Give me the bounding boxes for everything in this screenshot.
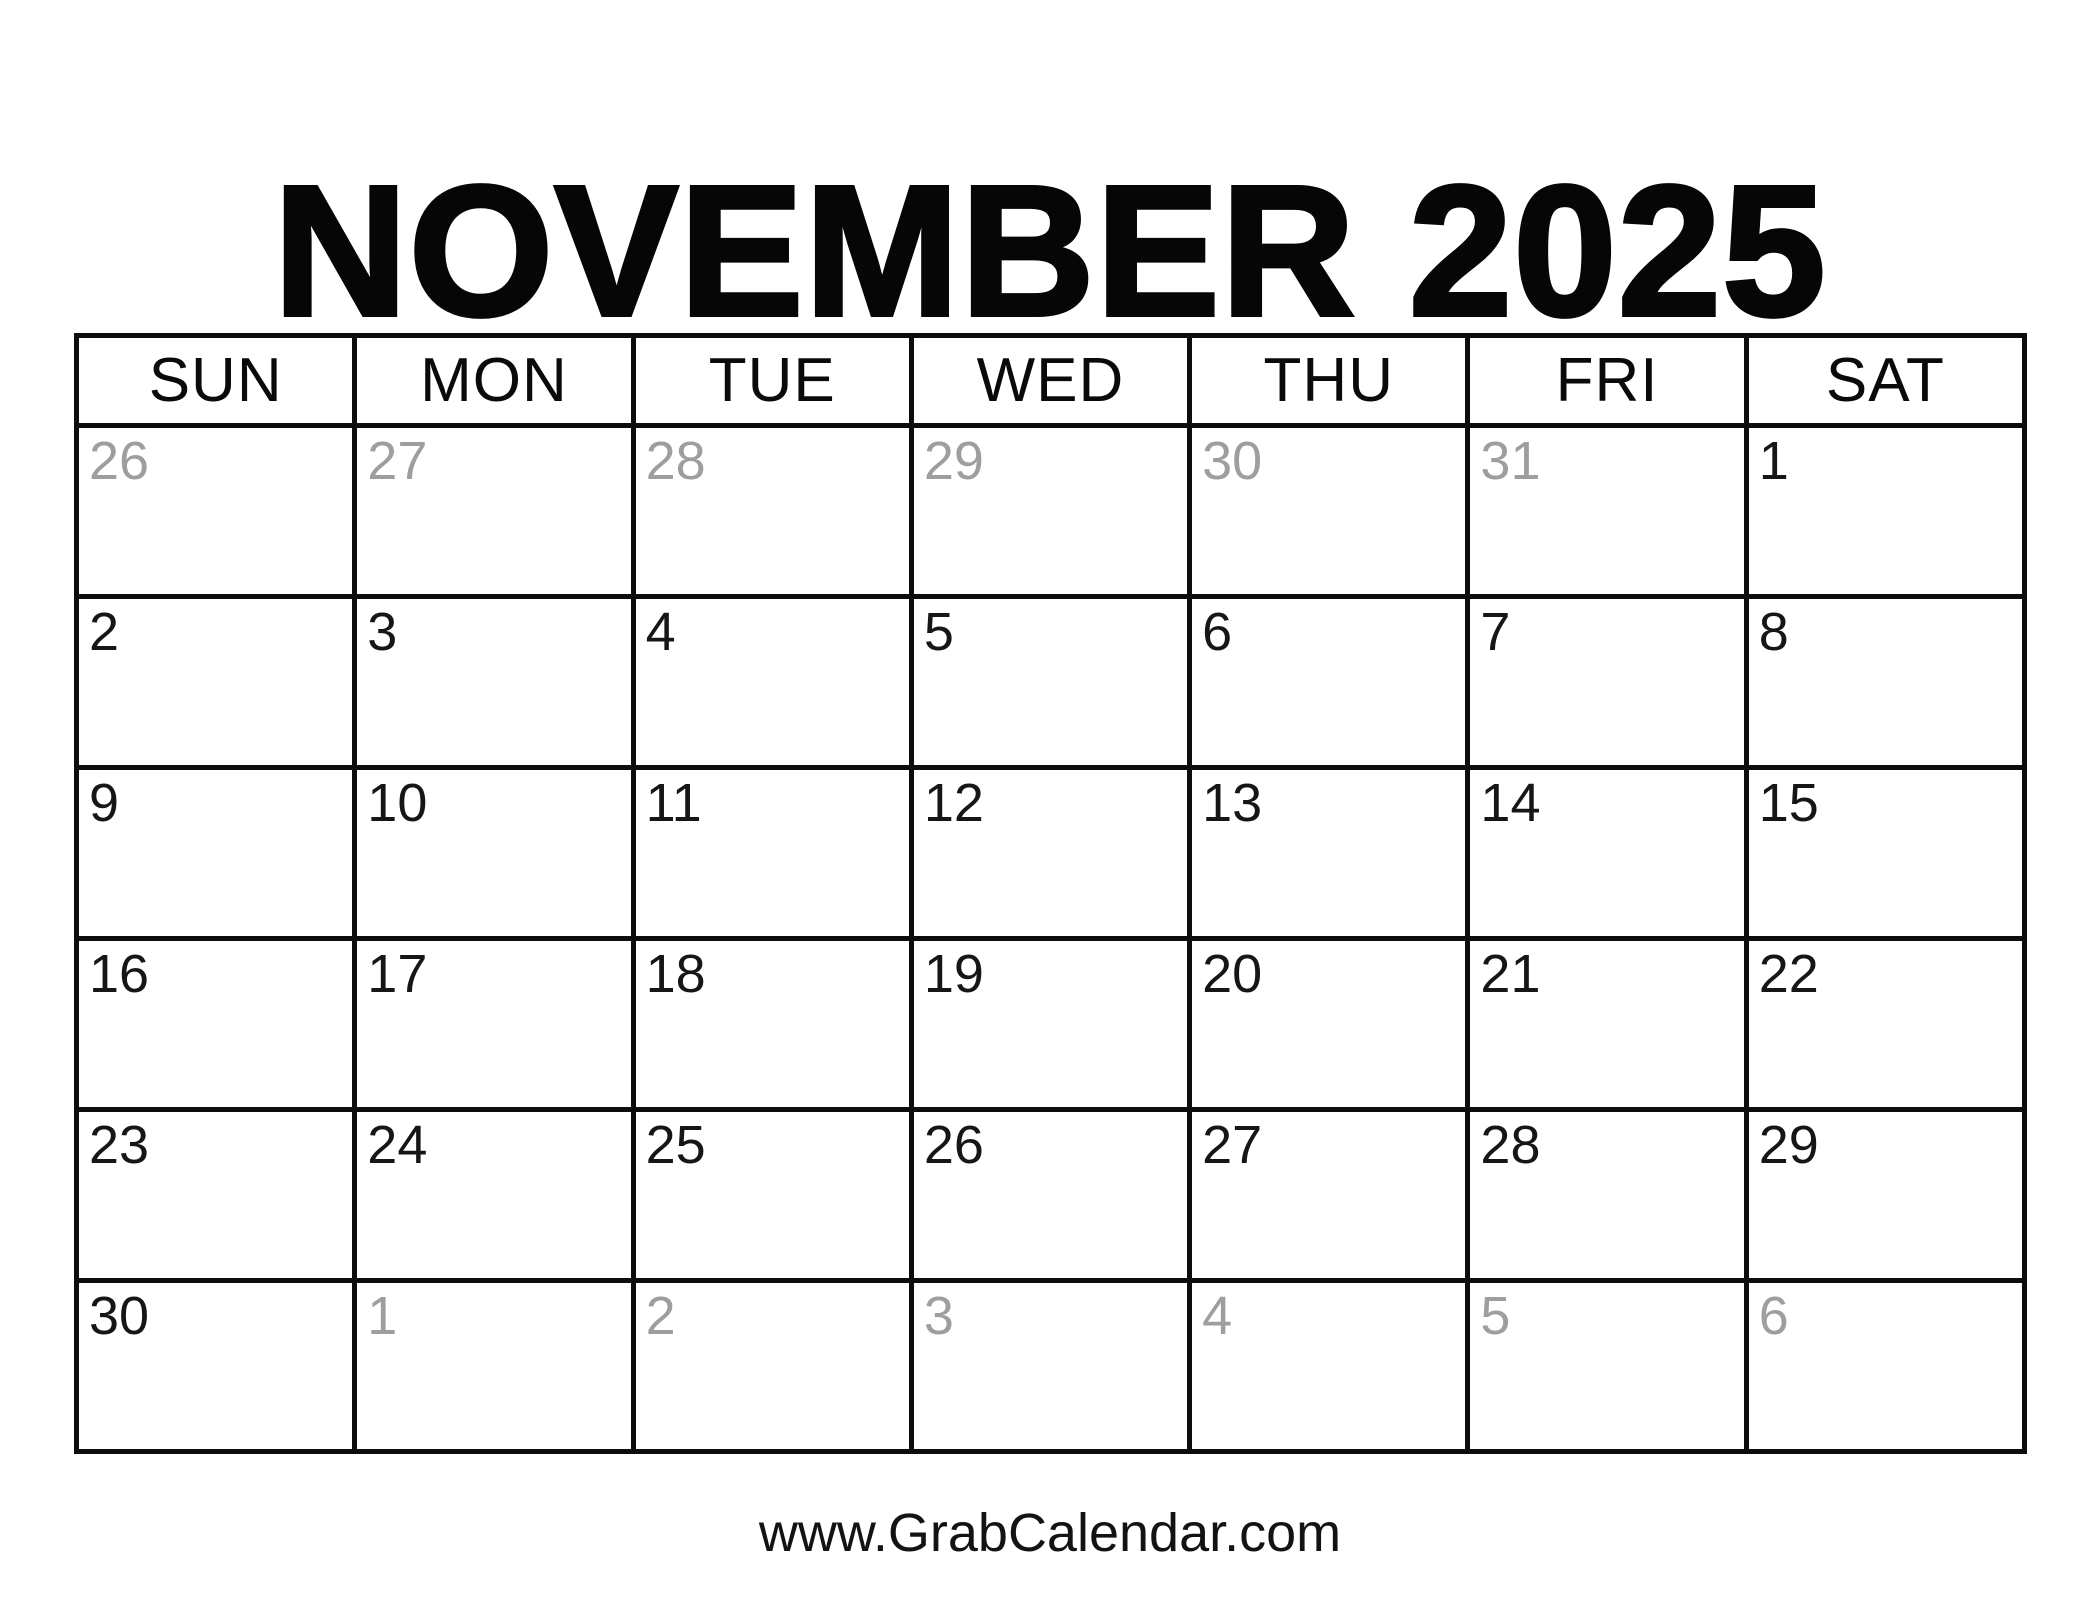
day-cell-3 xyxy=(911,1281,1189,1452)
day-cell-4 xyxy=(633,597,911,768)
day-cell-5 xyxy=(911,597,1189,768)
adjacent-month-day-number: 6 xyxy=(1758,1286,1789,1346)
day-number: 29 xyxy=(1758,1115,1819,1175)
week-row-3 xyxy=(77,768,2025,939)
day-cell-31 xyxy=(1468,426,1746,597)
day-cell-2 xyxy=(633,1281,911,1452)
day-cell-12 xyxy=(911,768,1189,939)
day-cell-5 xyxy=(1468,1281,1746,1452)
day-number: 23 xyxy=(89,1115,150,1175)
weekday-header-thu: THU xyxy=(1190,336,1468,426)
day-number: 12 xyxy=(923,773,984,833)
day-cell-3 xyxy=(355,597,633,768)
day-number: 30 xyxy=(89,1286,150,1346)
calendar-body xyxy=(77,426,2025,1452)
day-number: 10 xyxy=(367,773,428,833)
day-number: 26 xyxy=(923,1115,984,1175)
day-cell-7 xyxy=(1468,597,1746,768)
day-number: 22 xyxy=(1758,944,1819,1004)
day-number: 28 xyxy=(1480,1115,1541,1175)
day-cell-14 xyxy=(1468,768,1746,939)
day-number: 7 xyxy=(1480,602,1511,662)
day-number: 18 xyxy=(645,944,706,1004)
week-row-2 xyxy=(77,597,2025,768)
day-cell-23 xyxy=(77,1110,355,1281)
day-cell-6 xyxy=(1746,1281,2024,1452)
footer-url: www.GrabCalendar.com xyxy=(758,1503,1342,1563)
day-cell-25 xyxy=(633,1110,911,1281)
weekday-header-mon: MON xyxy=(355,336,633,426)
day-number: 16 xyxy=(89,944,150,1004)
week-row-5 xyxy=(77,1110,2025,1281)
day-cell-17 xyxy=(355,939,633,1110)
adjacent-month-day-number: 26 xyxy=(89,431,150,491)
weekday-header-sun: SUN xyxy=(77,336,355,426)
day-cell-4 xyxy=(1190,1281,1468,1452)
day-cell-22 xyxy=(1746,939,2024,1110)
day-number: 13 xyxy=(1202,773,1263,833)
adjacent-month-day-number: 5 xyxy=(1480,1286,1511,1346)
adjacent-month-day-number: 3 xyxy=(923,1286,954,1346)
day-number: 9 xyxy=(89,773,120,833)
day-cell-24 xyxy=(355,1110,633,1281)
day-number: 21 xyxy=(1480,944,1541,1004)
day-number: 24 xyxy=(367,1115,428,1175)
day-number: 17 xyxy=(367,944,428,1004)
calendar-grid xyxy=(74,333,2027,1454)
weekday-header-row xyxy=(77,336,2025,426)
day-number: 2 xyxy=(89,602,120,662)
day-cell-30 xyxy=(77,1281,355,1452)
page-title: NOVEMBER 2025 xyxy=(273,147,1827,355)
day-cell-13 xyxy=(1190,768,1468,939)
day-number: 3 xyxy=(367,602,398,662)
day-number: 27 xyxy=(1202,1115,1263,1175)
day-cell-9 xyxy=(77,768,355,939)
day-cell-11 xyxy=(633,768,911,939)
day-number: 6 xyxy=(1202,602,1233,662)
day-cell-26 xyxy=(77,426,355,597)
day-number: 8 xyxy=(1758,602,1789,662)
day-cell-26 xyxy=(911,1110,1189,1281)
day-number: 19 xyxy=(923,944,984,1004)
adjacent-month-day-number: 31 xyxy=(1480,431,1541,491)
day-cell-20 xyxy=(1190,939,1468,1110)
adjacent-month-day-number: 4 xyxy=(1202,1286,1233,1346)
adjacent-month-day-number: 28 xyxy=(645,431,706,491)
day-cell-30 xyxy=(1190,426,1468,597)
day-cell-27 xyxy=(1190,1110,1468,1281)
day-number: 4 xyxy=(645,602,676,662)
day-cell-19 xyxy=(911,939,1189,1110)
adjacent-month-day-number: 27 xyxy=(367,431,428,491)
day-cell-27 xyxy=(355,426,633,597)
day-cell-15 xyxy=(1746,768,2024,939)
day-number: 15 xyxy=(1758,773,1819,833)
weekday-header-sat: SAT xyxy=(1746,336,2024,426)
day-number: 25 xyxy=(645,1115,706,1175)
weekday-header-wed: WED xyxy=(911,336,1189,426)
adjacent-month-day-number: 2 xyxy=(645,1286,676,1346)
week-row-6 xyxy=(77,1281,2025,1452)
day-cell-10 xyxy=(355,768,633,939)
day-cell-28 xyxy=(633,426,911,597)
day-cell-29 xyxy=(1746,1110,2024,1281)
adjacent-month-day-number: 29 xyxy=(923,431,984,491)
day-cell-8 xyxy=(1746,597,2024,768)
weekday-header-tue: TUE xyxy=(633,336,911,426)
day-cell-1 xyxy=(355,1281,633,1452)
weekday-header-fri: FRI xyxy=(1468,336,1746,426)
day-number: 14 xyxy=(1480,773,1541,833)
day-cell-18 xyxy=(633,939,911,1110)
day-cell-29 xyxy=(911,426,1189,597)
day-cell-2 xyxy=(77,597,355,768)
day-cell-21 xyxy=(1468,939,1746,1110)
week-row-4 xyxy=(77,939,2025,1110)
day-number: 20 xyxy=(1202,944,1263,1004)
day-cell-28 xyxy=(1468,1110,1746,1281)
week-row-1 xyxy=(77,426,2025,597)
adjacent-month-day-number: 30 xyxy=(1202,431,1263,491)
day-number: 5 xyxy=(923,602,954,662)
adjacent-month-day-number: 1 xyxy=(367,1286,398,1346)
day-number: 11 xyxy=(645,773,702,833)
day-cell-6 xyxy=(1190,597,1468,768)
day-number: 1 xyxy=(1758,431,1789,491)
day-cell-1 xyxy=(1746,426,2024,597)
day-cell-16 xyxy=(77,939,355,1110)
